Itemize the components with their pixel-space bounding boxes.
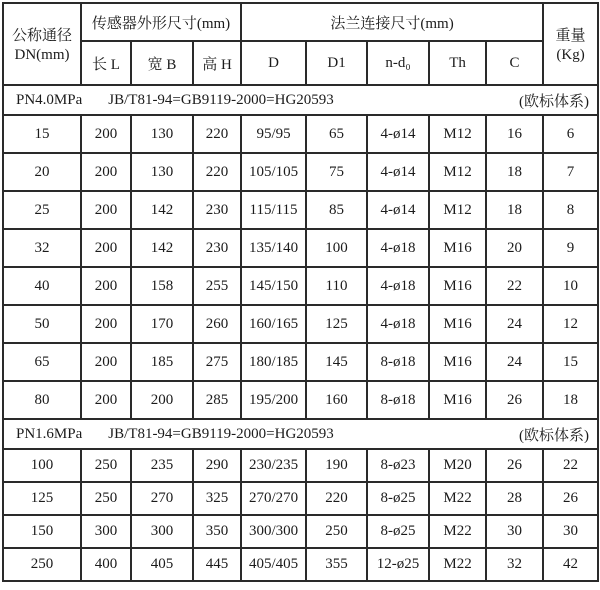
cell-dn: 80 — [3, 381, 81, 419]
cell: M16 — [429, 343, 486, 381]
cell: 75 — [306, 153, 367, 191]
cell: M12 — [429, 115, 486, 153]
cell: 24 — [486, 343, 543, 381]
cell: M22 — [429, 515, 486, 548]
cell: 65 — [306, 115, 367, 153]
header-row-groups — [3, 3, 598, 41]
spec-row-dn40 — [3, 267, 598, 305]
cell: M20 — [429, 449, 486, 482]
cell: 142 — [131, 229, 193, 267]
cell: 220 — [306, 482, 367, 515]
cell: 300 — [81, 515, 131, 548]
cell: 230 — [193, 229, 241, 267]
standard-label: JB/T81-94=GB9119-2000=HG20593 — [108, 425, 334, 442]
cell: 170 — [131, 305, 193, 343]
header-dn-line2: DN(mm) — [14, 47, 70, 63]
cell: 350 — [193, 515, 241, 548]
cell: 30 — [486, 515, 543, 548]
cell: 26 — [543, 482, 598, 515]
cell: 355 — [306, 548, 367, 581]
cell: 28 — [486, 482, 543, 515]
standard-system-note: (欧标体系) — [519, 93, 590, 110]
cell: 200 — [81, 153, 131, 191]
cell: 200 — [131, 381, 193, 419]
header-weight-line2: (Kg) — [556, 47, 585, 63]
pressure-rating-label: PN4.0MPa — [16, 91, 83, 108]
header-dn — [3, 3, 81, 85]
cell-dn: 40 — [3, 267, 81, 305]
spec-table — [2, 2, 599, 582]
cell: 270/270 — [241, 482, 306, 515]
cell: 8 — [543, 191, 598, 229]
cell: 160 — [306, 381, 367, 419]
cell: 30 — [543, 515, 598, 548]
cell: 200 — [81, 305, 131, 343]
cell: 10 — [543, 267, 598, 305]
cell: 125 — [306, 305, 367, 343]
header-col-height: 高 H — [193, 41, 241, 85]
standard-label: JB/T81-94=GB9119-2000=HG20593 — [108, 91, 334, 108]
cell-dn: 25 — [3, 191, 81, 229]
section-header-cell — [3, 419, 598, 449]
cell: 180/185 — [241, 343, 306, 381]
header-col-width: 宽 B — [131, 41, 193, 85]
cell: 7 — [543, 153, 598, 191]
cell: 400 — [81, 548, 131, 581]
cell: 4-ø18 — [367, 305, 429, 343]
cell: 220 — [193, 115, 241, 153]
header-weight-line1: 重量 — [555, 28, 586, 44]
section-header-cell — [3, 85, 598, 115]
header-row-sub — [3, 41, 598, 85]
spec-row-dn150 — [3, 515, 598, 548]
cell: 145/150 — [241, 267, 306, 305]
header-col-nd0: n-d₀ — [367, 41, 429, 85]
section-header-pn16 — [3, 419, 598, 449]
cell: 250 — [81, 482, 131, 515]
cell: 8-ø18 — [367, 343, 429, 381]
spec-row-dn25 — [3, 191, 598, 229]
cell-dn: 20 — [3, 153, 81, 191]
cell: 200 — [81, 191, 131, 229]
cell: 4-ø14 — [367, 153, 429, 191]
cell-dn: 150 — [3, 515, 81, 548]
cell: 4-ø18 — [367, 229, 429, 267]
cell: 85 — [306, 191, 367, 229]
cell: 8-ø18 — [367, 381, 429, 419]
cell: M16 — [429, 267, 486, 305]
header-group-flange: 法兰连接尺寸(mm) — [241, 3, 543, 41]
cell: 18 — [486, 153, 543, 191]
cell: 200 — [81, 381, 131, 419]
cell-dn: 32 — [3, 229, 81, 267]
spec-row-dn80 — [3, 381, 598, 419]
cell: 160/165 — [241, 305, 306, 343]
cell: 15 — [543, 343, 598, 381]
cell: 18 — [486, 191, 543, 229]
cell: M16 — [429, 229, 486, 267]
cell: 300/300 — [241, 515, 306, 548]
cell: 230/235 — [241, 449, 306, 482]
cell: 230 — [193, 191, 241, 229]
cell: 135/140 — [241, 229, 306, 267]
cell: 250 — [306, 515, 367, 548]
cell: 405/405 — [241, 548, 306, 581]
cell: 115/115 — [241, 191, 306, 229]
cell: 445 — [193, 548, 241, 581]
cell: 32 — [486, 548, 543, 581]
cell: 255 — [193, 267, 241, 305]
cell: 185 — [131, 343, 193, 381]
cell: 95/95 — [241, 115, 306, 153]
header-dn-line1: 公称通径 — [11, 28, 72, 44]
cell: M16 — [429, 305, 486, 343]
cell: 16 — [486, 115, 543, 153]
header-col-d: D — [241, 41, 306, 85]
cell: 325 — [193, 482, 241, 515]
cell: 4-ø14 — [367, 191, 429, 229]
cell: 8-ø25 — [367, 515, 429, 548]
cell: 235 — [131, 449, 193, 482]
header-col-th: Th — [429, 41, 486, 85]
cell: M12 — [429, 191, 486, 229]
cell: 18 — [543, 381, 598, 419]
cell: 300 — [131, 515, 193, 548]
cell: 8-ø23 — [367, 449, 429, 482]
cell: 405 — [131, 548, 193, 581]
cell: 200 — [81, 343, 131, 381]
cell: 275 — [193, 343, 241, 381]
cell: 6 — [543, 115, 598, 153]
cell: 200 — [81, 115, 131, 153]
cell-dn: 125 — [3, 482, 81, 515]
spec-row-dn250 — [3, 548, 598, 581]
cell: M22 — [429, 548, 486, 581]
cell-dn: 250 — [3, 548, 81, 581]
cell: 145 — [306, 343, 367, 381]
cell: 220 — [193, 153, 241, 191]
cell: 42 — [543, 548, 598, 581]
section-header-pn40 — [3, 85, 598, 115]
cell: 130 — [131, 115, 193, 153]
cell: 142 — [131, 191, 193, 229]
header-group-sensor: 传感器外形尺寸(mm) — [81, 3, 241, 41]
cell: 260 — [193, 305, 241, 343]
cell: 12-ø25 — [367, 548, 429, 581]
cell: 26 — [486, 381, 543, 419]
cell: 100 — [306, 229, 367, 267]
cell: 190 — [306, 449, 367, 482]
header-col-length: 长 L — [81, 41, 131, 85]
cell: 158 — [131, 267, 193, 305]
cell: 105/105 — [241, 153, 306, 191]
cell: 8-ø25 — [367, 482, 429, 515]
cell: 26 — [486, 449, 543, 482]
spec-row-dn50 — [3, 305, 598, 343]
spec-row-dn65 — [3, 343, 598, 381]
cell: 4-ø18 — [367, 267, 429, 305]
cell: 22 — [486, 267, 543, 305]
cell: M22 — [429, 482, 486, 515]
spec-row-dn100 — [3, 449, 598, 482]
cell: 130 — [131, 153, 193, 191]
spec-row-dn32 — [3, 229, 598, 267]
cell: 22 — [543, 449, 598, 482]
cell: 9 — [543, 229, 598, 267]
pressure-rating-label: PN1.6MPa — [16, 425, 83, 442]
cell: 110 — [306, 267, 367, 305]
cell: 270 — [131, 482, 193, 515]
cell-dn: 100 — [3, 449, 81, 482]
cell: M12 — [429, 153, 486, 191]
cell-dn: 65 — [3, 343, 81, 381]
cell-dn: 15 — [3, 115, 81, 153]
header-weight — [543, 3, 598, 85]
cell: 200 — [81, 267, 131, 305]
cell: 20 — [486, 229, 543, 267]
cell: 250 — [81, 449, 131, 482]
cell: 4-ø14 — [367, 115, 429, 153]
cell: 290 — [193, 449, 241, 482]
cell-dn: 50 — [3, 305, 81, 343]
cell: 285 — [193, 381, 241, 419]
cell: M16 — [429, 381, 486, 419]
spec-row-dn125 — [3, 482, 598, 515]
cell: 200 — [81, 229, 131, 267]
cell: 12 — [543, 305, 598, 343]
cell: 195/200 — [241, 381, 306, 419]
header-col-d1: D1 — [306, 41, 367, 85]
header-col-c: C — [486, 41, 543, 85]
cell: 24 — [486, 305, 543, 343]
spec-row-dn20 — [3, 153, 598, 191]
standard-system-note: (欧标体系) — [519, 427, 590, 444]
spec-row-dn15 — [3, 115, 598, 153]
